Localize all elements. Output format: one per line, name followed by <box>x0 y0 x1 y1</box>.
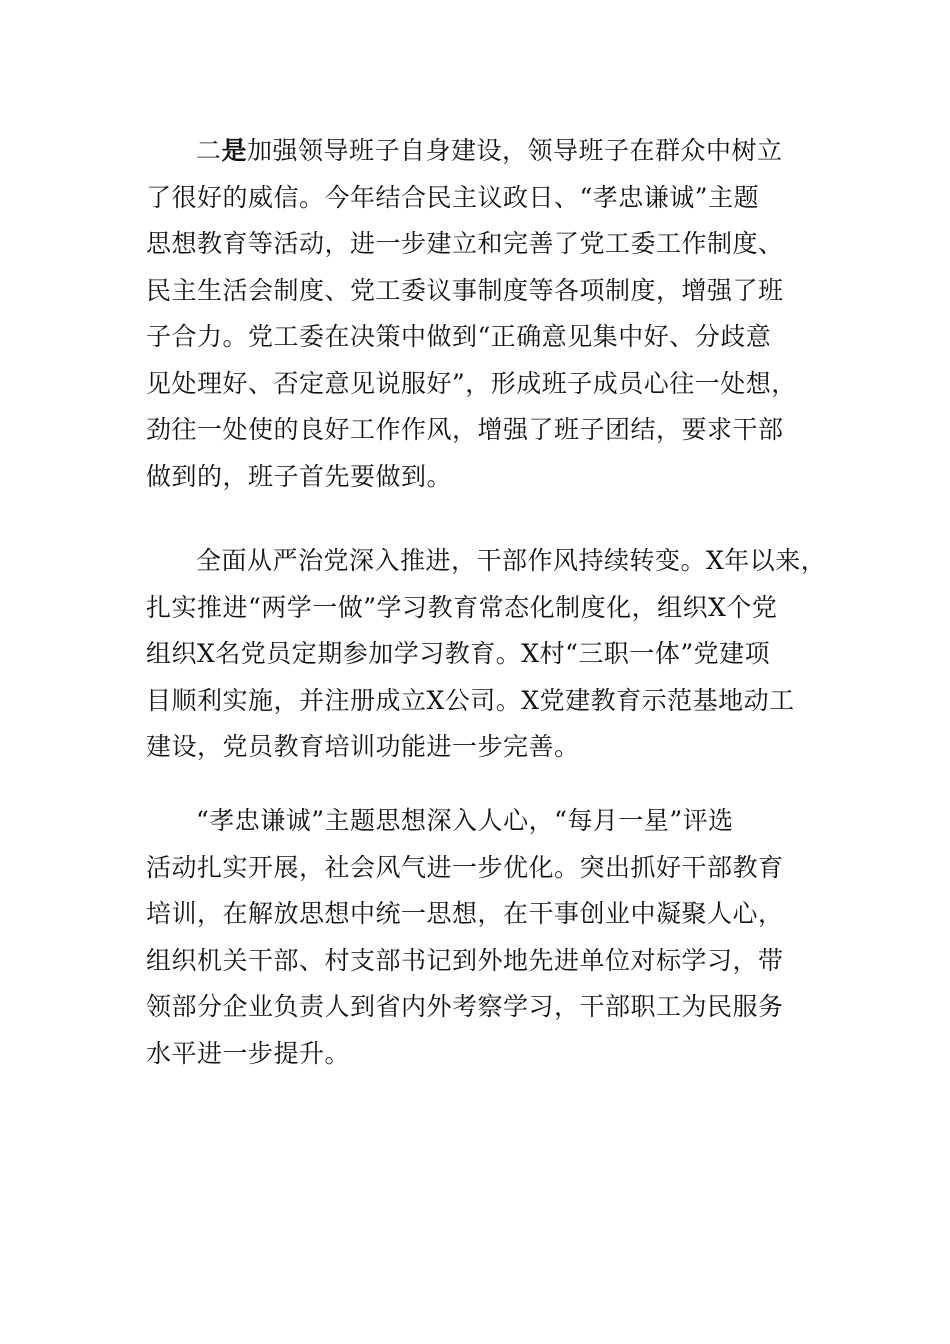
paragraph-1-line-8: 做到的，班子首先要做到。 <box>146 461 453 491</box>
paragraph-3-line-5: 领部分企业负责人到省内外考察学习，干部职工为民服务 <box>146 992 784 1021</box>
paragraph-2-line-4: 目顺利实施，并注册成立X公司。X党建教育示范基地动工 <box>146 685 795 715</box>
paragraph-2-line-1: 全面从严治党深入推进，干部作风持续转变。X年以来， <box>196 546 827 575</box>
paragraph-1-line-4: 民主生活会制度、党工委议事制度等各项制度，增强了班 <box>146 275 784 305</box>
paragraph-3-line-2: 活动扎实开展，社会风气进一步优化。突出抓好干部教育 <box>146 852 784 882</box>
paragraph-1-line-2: 了很好的威信。今年结合民主议政日、“孝忠谦诚”主题 <box>146 182 760 212</box>
paragraph-3 <box>146 798 784 1077</box>
paragraph-2 <box>146 538 826 771</box>
paragraph-1-lead-rest: 加强领导班子自身建设，领导班子在群众中树立 <box>247 136 783 165</box>
paragraph-2-line-5: 建设，党员教育培训功能进一步完善。 <box>146 732 580 761</box>
paragraph-1-line-6: 见处理好、否定意见说服好”，形成班子成员心往一处想， <box>146 368 797 398</box>
paragraph-1-line-7: 劲往一处使的良好工作作风，增强了班子团结，要求干部 <box>146 415 784 444</box>
paragraph-3-line-6: 水平进一步提升。 <box>146 1038 351 1068</box>
paragraph-1 <box>146 128 797 500</box>
paragraph-1-lead-bold: 是 <box>221 136 248 165</box>
paragraph-3-line-4: 组织机关干部、村支部书记到外地先进单位对标学习，带 <box>146 945 784 975</box>
paragraph-1-line-3: 思想教育等活动，进一步建立和完善了党工委工作制度、 <box>146 229 784 258</box>
paragraph-3-line-1: “孝忠谦诚”主题思想深入人心，“每月一星”评选 <box>196 806 734 835</box>
paragraph-2-line-3: 组织X名党员定期参加学习教育。X村“三职一体”党建项 <box>146 639 771 668</box>
paragraph-1-lead-text: 二 <box>196 136 222 165</box>
paragraph-1-line-5: 子合力。党工委在决策中做到“正确意见集中好、分歧意 <box>146 322 772 351</box>
paragraph-2-line-2: 扎实推进“两学一做”学习教育常态化制度化，组织X个党 <box>146 592 778 622</box>
paragraph-3-line-3: 培训，在解放思想中统一思想，在干事创业中凝聚人心， <box>146 899 784 928</box>
paragraph-1-line-1 <box>146 128 797 175</box>
